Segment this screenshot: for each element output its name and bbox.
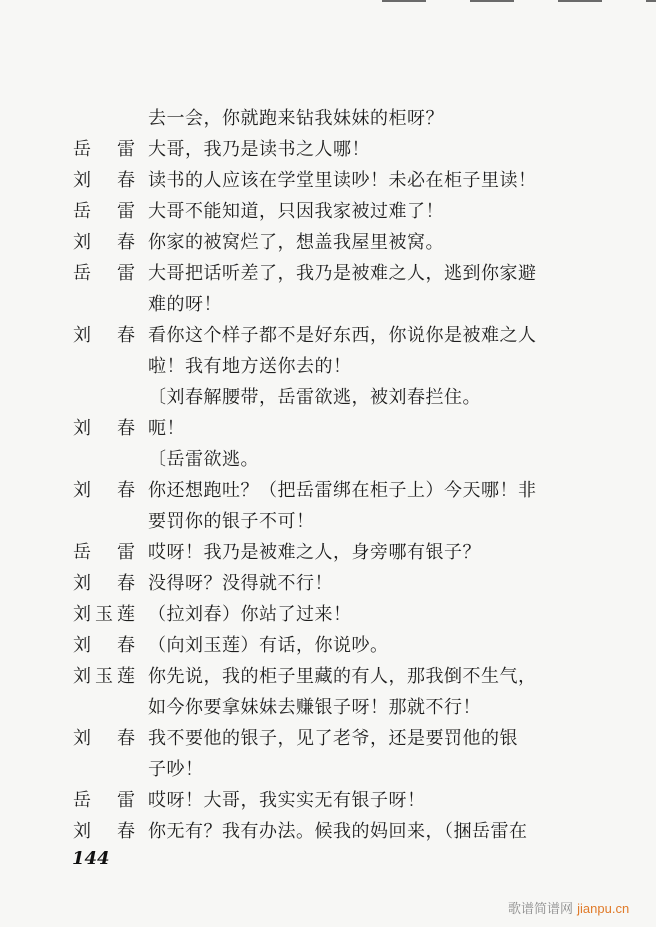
speaker-char: 岳 (73, 201, 91, 222)
dialogue-line (0, 537, 656, 568)
dialogue-text: 读书的人应该在学堂里读吵！未必在柜子里读！ (148, 170, 537, 191)
dialogue-text: 〔岳雷欲逃。 (148, 449, 259, 470)
speaker-char: 刘 (73, 728, 91, 749)
dialogue-line (0, 382, 656, 413)
dialogue-text: 我不要他的银子，见了老爷，还是要罚他的银 (148, 728, 518, 749)
top-mark (382, 0, 426, 2)
dialogue-line (0, 258, 656, 289)
dialogue-line (0, 413, 656, 444)
speaker-name (73, 723, 135, 754)
dialogue-line (0, 475, 656, 506)
dialogue-line (0, 320, 656, 351)
top-mark (470, 0, 514, 2)
speaker-char: 玉 (95, 604, 113, 625)
speaker-name (73, 785, 135, 816)
dialogue-text: 哎呀！我乃是被难之人，身旁哪有银子？ (148, 542, 481, 563)
dialogue-line (0, 754, 656, 785)
dialogue-line (0, 599, 656, 630)
dialogue-text: （拉刘春）你站了过来！ (148, 604, 352, 625)
dialogue-text: 大哥把话听差了，我乃是被难之人，逃到你家避 (148, 263, 537, 284)
speaker-char: 春 (117, 821, 135, 842)
dialogue-line (0, 661, 656, 692)
dialogue-line (0, 227, 656, 258)
speaker-char: 刘 (73, 480, 91, 501)
speaker-name (73, 258, 135, 289)
top-mark (558, 0, 602, 2)
dialogue-text: 你还想跑吐？（把岳雷绑在柜子上）今天哪！非 (148, 480, 537, 501)
speaker-name (73, 661, 135, 692)
dialogue-line (0, 568, 656, 599)
dialogue-text: 哎呀！大哥，我实实无有银子呀！ (148, 790, 426, 811)
speaker-char: 春 (117, 325, 135, 346)
speaker-char: 雷 (117, 139, 135, 160)
dialogue-line (0, 816, 656, 847)
dialogue-line (0, 103, 656, 134)
watermark (508, 898, 629, 917)
speaker-char: 莲 (117, 604, 135, 625)
dialogue-line (0, 723, 656, 754)
speaker-char: 岳 (73, 542, 91, 563)
speaker-char: 刘 (73, 573, 91, 594)
speaker-char: 春 (117, 170, 135, 191)
dialogue-text: 如今你要拿妹妹去赚银子呀！那就不行！ (148, 697, 481, 718)
dialogue-text: 呃！ (148, 418, 185, 439)
top-mark (646, 0, 656, 2)
speaker-char: 雷 (117, 542, 135, 563)
speaker-char: 雷 (117, 263, 135, 284)
dialogue-line (0, 506, 656, 537)
dialogue-line (0, 630, 656, 661)
dialogue-text: 你家的被窝烂了，想盖我屋里被窝。 (148, 232, 444, 253)
dialogue-line (0, 289, 656, 320)
speaker-char: 刘 (73, 232, 91, 253)
top-edge-marks (0, 0, 656, 4)
speaker-name (73, 134, 135, 165)
speaker-name (73, 537, 135, 568)
speaker-char: 岳 (73, 263, 91, 284)
script-body (0, 103, 656, 847)
speaker-char: 春 (117, 232, 135, 253)
speaker-char: 玉 (95, 666, 113, 687)
dialogue-line (0, 692, 656, 723)
watermark-domain: jianpu.cn (577, 901, 630, 916)
page-number: 144 (72, 848, 110, 869)
speaker-name (73, 320, 135, 351)
dialogue-text: 大哥不能知道，只因我家被过难了！ (148, 201, 444, 222)
dialogue-text: 难的呀！ (148, 294, 222, 315)
dialogue-text: 你无有？我有办法。候我的妈回来，（捆岳雷在 (148, 821, 528, 842)
speaker-char: 春 (117, 480, 135, 501)
dialogue-text: 没得呀？没得就不行！ (148, 573, 333, 594)
speaker-char: 春 (117, 635, 135, 656)
speaker-name (73, 475, 135, 506)
dialogue-text: 啦！我有地方送你去的！ (148, 356, 352, 377)
dialogue-line (0, 351, 656, 382)
speaker-char: 春 (117, 418, 135, 439)
dialogue-text: 去一会，你就跑来钻我妹妹的柜呀？ (148, 108, 444, 129)
speaker-name (73, 227, 135, 258)
speaker-char: 岳 (73, 139, 91, 160)
speaker-name (73, 413, 135, 444)
dialogue-line (0, 196, 656, 227)
dialogue-line (0, 444, 656, 475)
speaker-char: 春 (117, 728, 135, 749)
speaker-char: 雷 (117, 790, 135, 811)
speaker-char: 刘 (73, 821, 91, 842)
speaker-name (73, 599, 135, 630)
dialogue-text: 要罚你的银子不可！ (148, 511, 315, 532)
speaker-char: 刘 (73, 666, 91, 687)
speaker-name (73, 568, 135, 599)
speaker-name (73, 196, 135, 227)
speaker-char: 刘 (73, 418, 91, 439)
dialogue-line (0, 785, 656, 816)
dialogue-text: 你先说，我的柜子里藏的有人，那我倒不生气， (148, 666, 537, 687)
speaker-char: 刘 (73, 325, 91, 346)
dialogue-line (0, 165, 656, 196)
speaker-name (73, 165, 135, 196)
speaker-char: 刘 (73, 170, 91, 191)
speaker-char: 岳 (73, 790, 91, 811)
speaker-name (73, 816, 135, 847)
speaker-char: 刘 (73, 635, 91, 656)
dialogue-text: 大哥，我乃是读书之人哪！ (148, 139, 370, 160)
speaker-char: 春 (117, 573, 135, 594)
dialogue-text: 看你这个样子都不是好东西，你说你是被难之人 (148, 325, 537, 346)
speaker-char: 莲 (117, 666, 135, 687)
speaker-char: 雷 (117, 201, 135, 222)
watermark-cn: 歌谱简谱网 (508, 902, 574, 917)
dialogue-text: 〔刘春解腰带，岳雷欲逃，被刘春拦住。 (148, 387, 481, 408)
dialogue-line (0, 134, 656, 165)
speaker-name (73, 630, 135, 661)
speaker-char: 刘 (73, 604, 91, 625)
dialogue-text: （向刘玉莲）有话，你说吵。 (148, 635, 389, 656)
dialogue-text: 子吵！ (148, 759, 204, 780)
